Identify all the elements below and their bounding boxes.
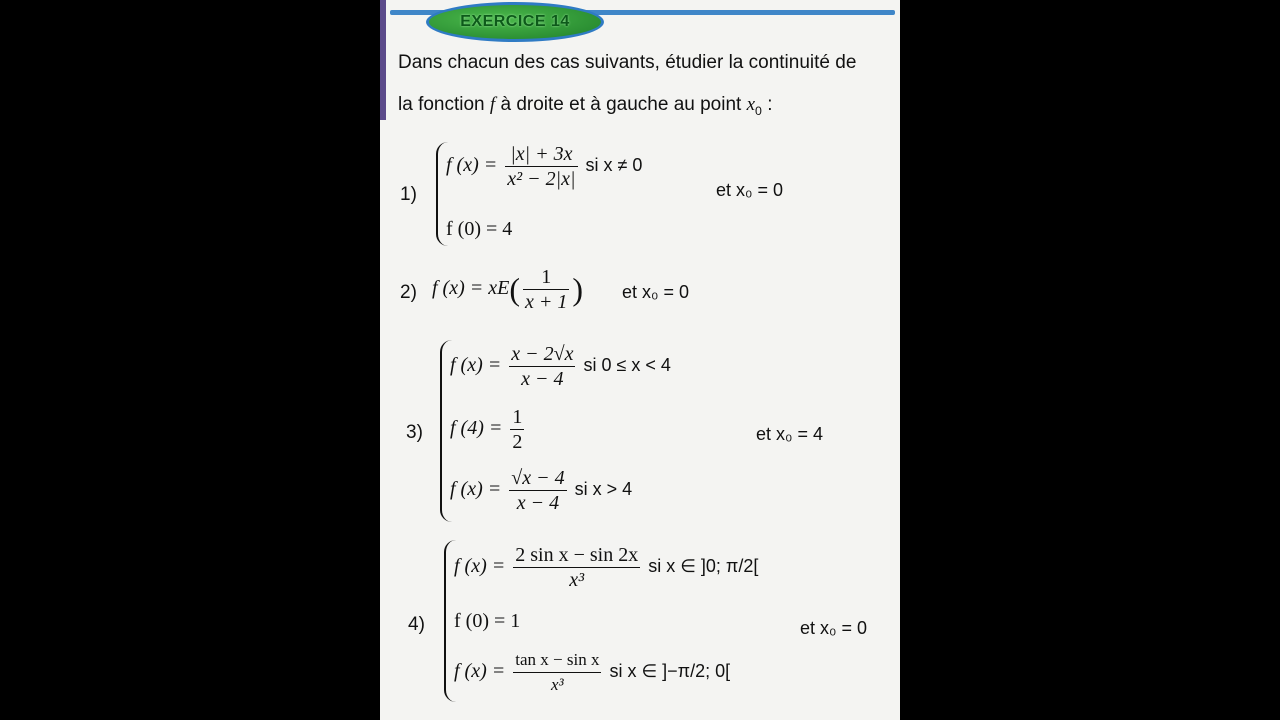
case-4-line-2: f (0) = 1 bbox=[454, 610, 521, 632]
textbook-page bbox=[380, 0, 900, 720]
case-3-line-3: f (x) = $\frac{√x - 4}{x - 4}$ si x > 4 bbox=[450, 467, 633, 514]
case-4-number: 4) bbox=[408, 614, 425, 635]
case-3-line-2: f (4) = $\frac{1}{2}$ bbox=[450, 406, 523, 453]
page-edge-stripe bbox=[380, 0, 386, 120]
exercise-badge: EXERCICE 14 bbox=[426, 2, 604, 42]
case-2-line: f (x) = xE( $\frac{1}{x + 1}$ ) bbox=[432, 266, 584, 313]
case-4-point: et x₀ = 0 bbox=[800, 618, 868, 638]
intro-line-1: Dans chacun des cas suivants, étudier la continuité de bbox=[398, 52, 857, 73]
case-2-point: et x₀ = 0 bbox=[622, 282, 690, 302]
case-3-line-1: f (x) = $\frac{x - 2√x}{x - 4}$ si 0 ≤ x < 4 bbox=[450, 343, 671, 390]
case-3-point: et x₀ = 4 bbox=[756, 424, 824, 444]
case-1-number: 1) bbox=[400, 184, 417, 205]
case-4-line-3: f (x) = $\frac{\text{tan x − sin x}}{\text{x³}}$ si x ∈ ]−π/2; 0[ bbox=[454, 650, 731, 694]
case-1-point: et x₀ = 0 bbox=[716, 180, 784, 200]
intro-line-2: la fonction f à droite et à gauche au point $x_0$ : bbox=[398, 94, 773, 118]
case-1-line-2: f (0) = 4 bbox=[446, 218, 513, 240]
case-2-number: 2) bbox=[400, 282, 417, 303]
case-1-line-1: f (x) = $\frac{|x| + 3x}{\text{x² − 2|x|}}$ si x ≠ 0 bbox=[446, 143, 643, 190]
case-3-number: 3) bbox=[406, 422, 423, 443]
case-4-line-1: f (x) = $\frac{\text{2 sin x − sin 2x}}{\text{x³}}$ si x ∈ ]0; π/2[ bbox=[454, 544, 759, 591]
